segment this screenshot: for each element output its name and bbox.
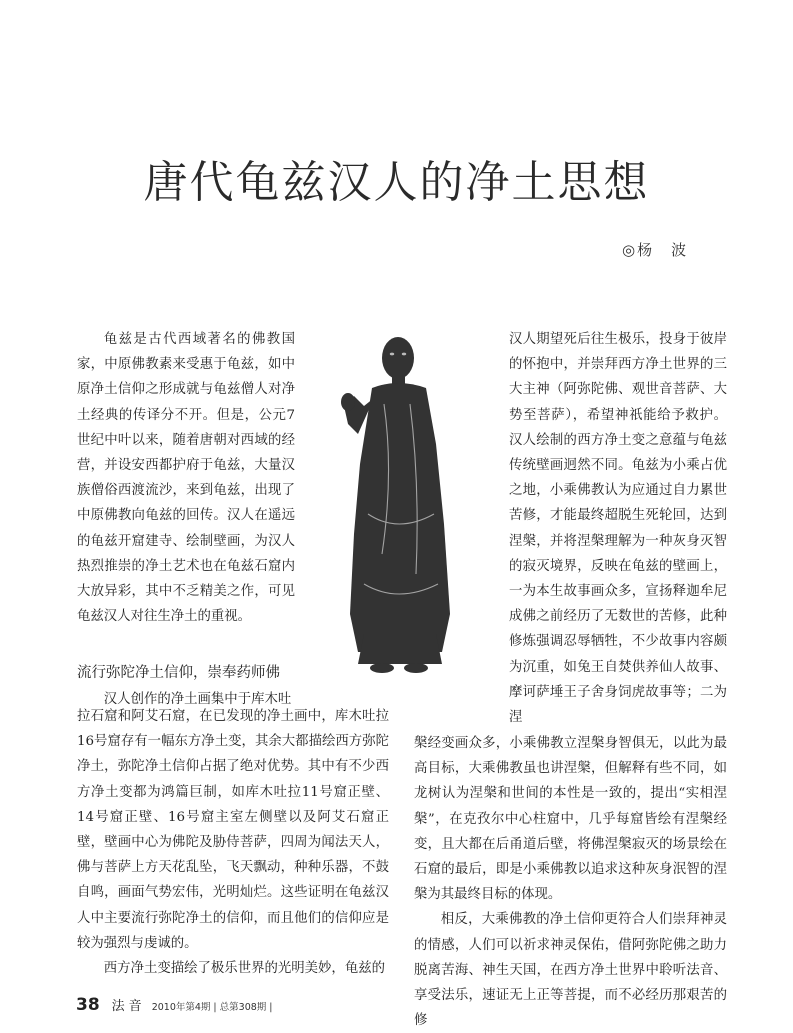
paragraph-section-rest: 拉石窟和阿艾石窟，在已发现的净土画中，库木吐拉16号窟存有一幅东方净土变，其余大都描绘西方弥陀净土，弥陀净土信仰占据了绝对优势。其中有不少西方净土变都为鸿篇巨制，如库木吐拉11号窟正壁、14号窟正壁、16号窟主室左侧壁以及阿艾石窟正壁，壁画中心为佛陀及胁侍菩萨，四周为闻法天人，佛与菩萨上方天花乱坠，飞天飘动，种种乐器，不鼓自鸣，画面气势宏伟，光明灿烂。这些证明在龟兹汉人中主要流行弥陀净土的信仰，而且他们的信仰应是较为强烈与虔诚的。 (77, 709, 389, 951)
paragraph-right-top: 汉人期望死后往生极乐，投身于彼岸的怀抱中，并崇拜西方净土世界的三大主神（阿弥陀佛、观世音菩萨、大势至菩萨），希望神祇能给予救护。汉人绘制的西方净土变之意蕴与龟兹传统壁画迥然不同。龟兹为小乘占优之地，小乘佛教认为应通过自力累世苦修，才能最终超脱生死轮回，达到涅槃，并将涅槃理解为一种灰身灭智的寂灭境界，反映在龟兹的壁画上，一为本生故事画众多，宣扬释迦牟尼成佛之前经历了无数世的苦修，此种修炼强调忍辱牺牲，不少故事内容颇为沉重，如兔王自焚供养仙人故事、摩诃萨埵王子舍身饲虎故事等；二为涅 (509, 332, 727, 726)
right-column-top (509, 327, 727, 730)
section-heading: 流行弥陀净土信仰，崇奉药师佛 (77, 665, 280, 681)
page-footer (76, 995, 273, 1015)
paragraph-mahayana: 相反，大乘佛教的净土信仰更符合人们崇拜神灵的情感，人们可以祈求神灵保佑，借阿弥陀佛之助力脱离苦海、神生天国，在西方净土世界中聆听法音、享受法乐，速证无上正等菩提，而不必经历那艰苦的修 (414, 912, 727, 1029)
left-column-top (77, 327, 295, 629)
left-column-bottom (77, 704, 389, 981)
article-title: 唐代龟兹汉人的净土思想 (143, 157, 650, 208)
page-number: 38 (76, 995, 100, 1015)
paragraph-western-pure-land: 西方净土变描绘了极乐世界的光明美妙，龟兹的 (103, 961, 385, 977)
monk-figure-image (324, 334, 462, 674)
paragraph-intro: 龟兹是古代西域著名的佛教国家，中原佛教素来受惠于龟兹，如中原净土信仰之形成就与龟兹僧人对净土经典的传译分不开。但是，公元7世纪中叶以来，随着唐朝对西域的经营，并设安西都护府于龟兹，大量汉族僧俗西渡流沙，来到龟兹，出现了中原佛教向龟兹的回传。汉人在遥远的龟兹开窟建寺、绘制壁画，为汉人热烈推崇的净土艺术也在龟兹石窟内大放异彩，其中不乏精美之作，可见龟兹汉人对往生净土的重视。 (77, 332, 295, 625)
right-column-bottom (414, 731, 727, 1033)
paragraph-right-bottom: 槃经变画众多，小乘佛教立涅槃身智俱无，以此为最高目标，大乘佛教虽也讲涅槃，但解释有些不同，如龙树认为涅槃和世间的本性是一致的，提出“实相涅槃”，在克孜尔中心柱窟中，几乎每窟皆绘有涅槃经变，且大都在后甬道后壁，将佛涅槃寂灭的场景绘在石窟的最后，即是小乘佛教以追求这种灰身泯智的涅槃为其最终目标的体现。 (414, 736, 727, 903)
issue-info: 2010年第4期 | 总第308期 | (151, 1002, 273, 1013)
paragraph-section-start: 汉人创作的净土画集中于库木吐 (103, 692, 292, 707)
monk-silhouette-icon (324, 334, 462, 674)
article-author: ◎杨 波 (622, 241, 689, 259)
journal-name: 法音 (111, 999, 146, 1014)
